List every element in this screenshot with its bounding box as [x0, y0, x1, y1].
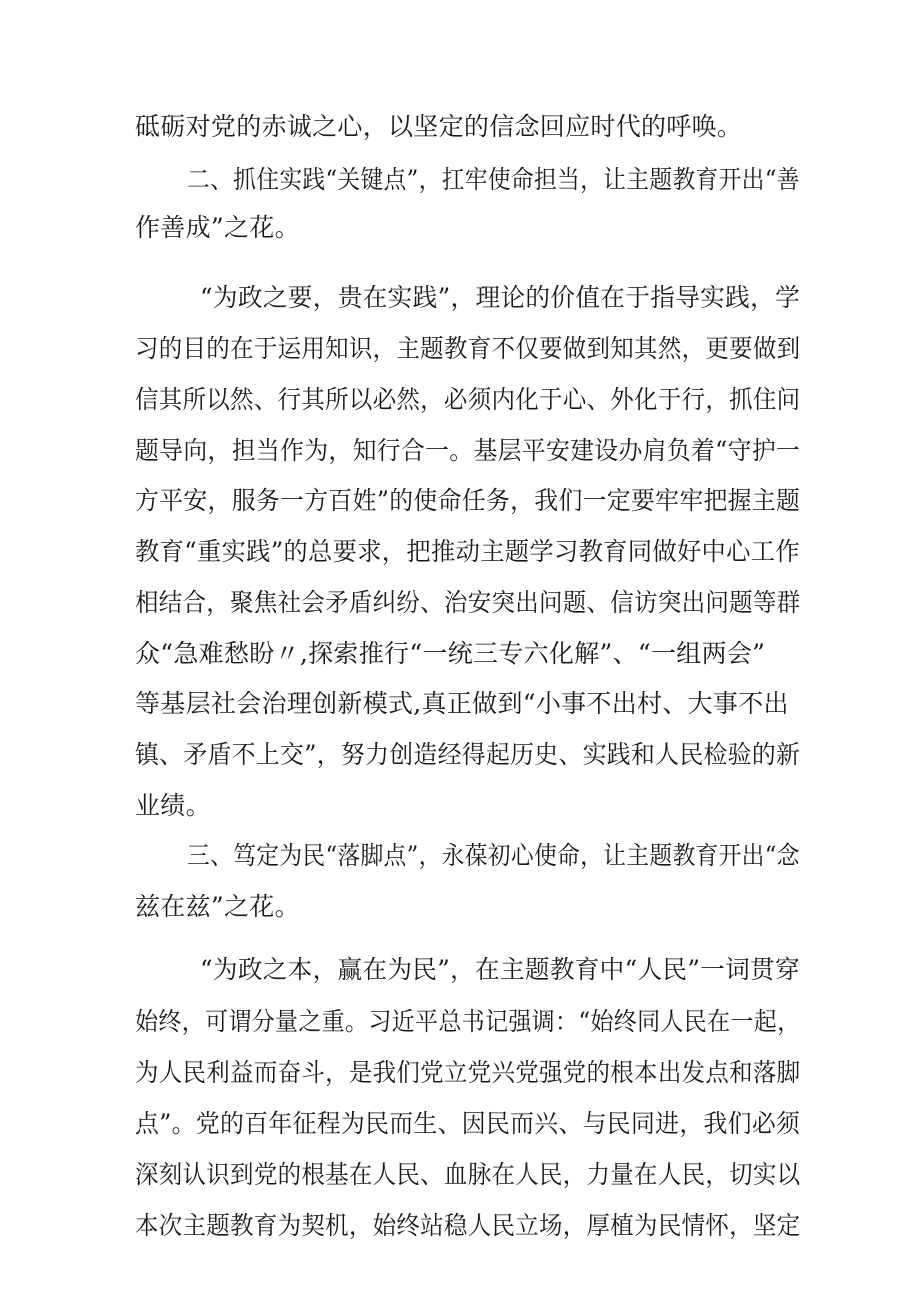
paragraph-line: 始终，可谓分量之重。习近平总书记强调：“始终同人民在一起， — [135, 1007, 801, 1036]
paragraph-line: 等基层社会治理创新模式,真正做到“小事不出村、大事不出 — [135, 689, 789, 718]
paragraph-line: 习的目的在于运用知识，主题教育不仅要做到知其然，更要做到 — [135, 334, 801, 363]
paragraph-line: 为人民利益而奋斗，是我们党立党兴党强党的根本出发点和落脚 — [135, 1058, 801, 1087]
section-heading-2: 二、抓住实践“关键点”，扛牢使命担当，让主题教育开出“善 — [187, 165, 800, 194]
paragraph-line: 业绩。 — [135, 791, 211, 820]
section-heading-3-cont: 兹在兹”之花。 — [135, 892, 300, 921]
paragraph-line: 镇、矛盾不上交”，努力创造经得起历史、实践和人民检验的新 — [135, 740, 801, 769]
paragraph-line: 教育“重实践”的总要求，把推动主题学习教育同做好中心工作 — [135, 537, 800, 566]
paragraph-line: 点”。党的百年征程为民而生、因民而兴、与民同进，我们必须 — [135, 1109, 801, 1138]
paragraph-line: “为政之要，贵在实践”，理论的价值在于指导实践，学 — [200, 283, 801, 312]
paragraph-line: 题导向，担当作为，知行合一。基层平安建设办肩负着“守护一 — [135, 436, 801, 465]
paragraph-line: “为政之本，赢在为民”，在主题教育中“人民”一词贯穿 — [200, 955, 800, 984]
paragraph-line: 方平安，服务一方百姓”的使命任务，我们一定要牢牢把握主题 — [135, 486, 801, 515]
paragraph-line: 相结合，聚焦社会矛盾纠纷、治安突出问题、信访突出问题等群 — [135, 588, 801, 617]
section-heading-3: 三、笃定为民“落脚点”，永葆初心使命，让主题教育开出“念 — [187, 841, 800, 870]
paragraph-line: 本次主题教育为契机，始终站稳人民立场，厚植为民情怀，坚定 — [135, 1211, 801, 1240]
paragraph-line: 众“急难愁盼〃,探索推行“一统三专六化解”、“一组两会” — [135, 639, 766, 668]
text-line: 砥砺对党的赤诚之心，以坚定的信念回应时代的呼唤。 — [135, 112, 743, 141]
paragraph-line: 信其所以然、行其所以必然，必须内化于心、外化于行，抓住问 — [135, 385, 801, 414]
section-heading-2-cont: 作善成”之花。 — [135, 213, 300, 242]
paragraph-line: 深刻认识到党的根基在人民、血脉在人民，力量在人民，切实以 — [135, 1160, 801, 1189]
